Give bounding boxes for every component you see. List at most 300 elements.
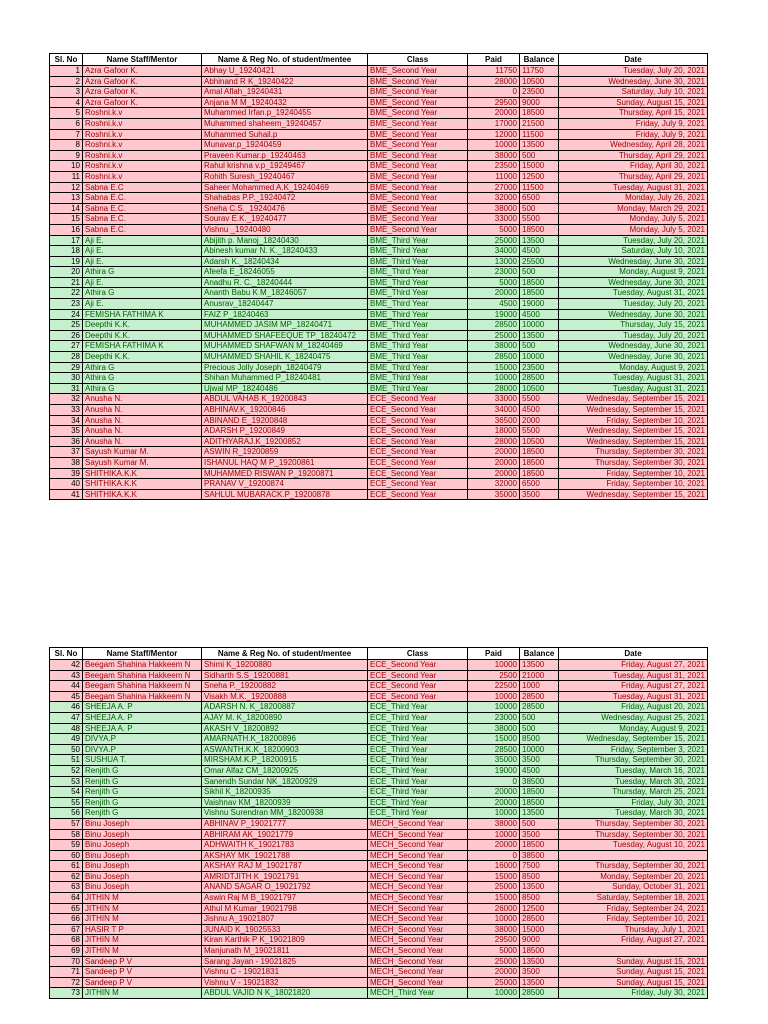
balance-cell: 13500 [520, 977, 559, 988]
date-cell: Thursday, September 30, 2021 [559, 818, 708, 829]
class-cell: MECH_Second Year [368, 956, 468, 967]
mentor-cell: HASIR T P [83, 924, 202, 935]
table-row [50, 723, 708, 734]
class-cell: BME_Second Year [368, 214, 468, 225]
mentor-cell: JITHIN M [83, 893, 202, 904]
student-cell: AKSHAY RAJ M_19021787 [202, 861, 368, 872]
paid-cell: 19000 [468, 309, 520, 320]
header-class: Class [368, 648, 468, 660]
class-cell: ECE_Second Year [368, 415, 468, 426]
balance-cell: 18500 [520, 840, 559, 851]
class-cell: BME_Third Year [368, 299, 468, 310]
sl-no-cell: 58 [50, 829, 83, 840]
mentor-cell: Beegam Shahina Hakkeem N [83, 660, 202, 671]
table-row [50, 182, 708, 193]
mentor-cell: Roshni.k.v [83, 161, 202, 172]
class-cell: MECH_Second Year [368, 914, 468, 925]
student-cell: Adarsh K._18240434 [202, 256, 368, 267]
balance-cell: 21000 [520, 670, 559, 681]
mentor-cell: JITHIN M [83, 903, 202, 914]
header-student: Name & Reg No. of student/mentee [202, 648, 368, 660]
paid-cell: 28500 [468, 320, 520, 331]
mentor-cell: Beegam Shahina Hakkeem N [83, 681, 202, 692]
table-row [50, 394, 708, 405]
sl-no-cell: 31 [50, 383, 83, 394]
student-fee-table-1 [49, 53, 708, 500]
student-cell: Muhammed shaheem_19240457 [202, 118, 368, 129]
paid-cell: 38000 [468, 341, 520, 352]
paid-cell: 18000 [468, 426, 520, 437]
class-cell: BME_Third Year [368, 320, 468, 331]
paid-cell: 10000 [468, 829, 520, 840]
date-cell [559, 946, 708, 957]
sl-no-cell: 28 [50, 352, 83, 363]
sl-no-cell: 15 [50, 214, 83, 225]
paid-cell: 28500 [468, 352, 520, 363]
date-cell: Wednesday, September 15, 2021 [559, 489, 708, 500]
class-cell: ECE_Third Year [368, 744, 468, 755]
balance-cell: 25500 [520, 256, 559, 267]
date-cell: Wednesday, September 15, 2021 [559, 405, 708, 416]
paid-cell: 34000 [468, 405, 520, 416]
sl-no-cell: 56 [50, 808, 83, 819]
mentor-cell: Aji E. [83, 246, 202, 257]
mentor-cell: Roshni.k.v [83, 140, 202, 151]
class-cell: BME_Third Year [368, 362, 468, 373]
balance-cell: 8500 [520, 734, 559, 745]
balance-cell: 8500 [520, 871, 559, 882]
table-body [50, 66, 708, 500]
student-cell: Shihan Muhammed P_18240481 [202, 373, 368, 384]
table-row [50, 436, 708, 447]
balance-cell: 13500 [520, 808, 559, 819]
date-cell: Friday, September 10, 2021 [559, 914, 708, 925]
table-row [50, 479, 708, 490]
date-cell: Sunday, October 31, 2021 [559, 882, 708, 893]
balance-cell: 500 [520, 712, 559, 723]
date-cell: Wednesday, September 15, 2021 [559, 734, 708, 745]
class-cell: BME_Second Year [368, 66, 468, 77]
sl-no-cell: 6 [50, 118, 83, 129]
balance-cell: 5500 [520, 394, 559, 405]
paid-cell: 28000 [468, 383, 520, 394]
paid-cell: 25000 [468, 330, 520, 341]
paid-cell: 4500 [468, 299, 520, 310]
class-cell: BME_Third Year [368, 277, 468, 288]
table-row [50, 776, 708, 787]
mentor-cell: Azra Gafoor K. [83, 97, 202, 108]
balance-cell: 10000 [520, 352, 559, 363]
header-date: Date [559, 54, 708, 66]
student-cell: AJAY M. K_18200890 [202, 712, 368, 723]
date-cell: Sunday, August 15, 2021 [559, 967, 708, 978]
paid-cell: 5000 [468, 946, 520, 957]
sl-no-cell: 3 [50, 87, 83, 98]
sl-no-cell: 10 [50, 161, 83, 172]
paid-cell: 36500 [468, 415, 520, 426]
table-row [50, 235, 708, 246]
balance-cell: 28500 [520, 691, 559, 702]
paid-cell: 38000 [468, 150, 520, 161]
student-cell: FAIZ P_18240463 [202, 309, 368, 320]
date-cell: Tuesday, March 16, 2021 [559, 765, 708, 776]
date-cell: Saturday, July 10, 2021 [559, 87, 708, 98]
balance-cell: 500 [520, 267, 559, 278]
class-cell: MECH_Second Year [368, 871, 468, 882]
student-cell: Vaishnav KM_18200939 [202, 797, 368, 808]
table-row [50, 246, 708, 257]
date-cell: Friday, August 27, 2021 [559, 935, 708, 946]
date-cell: Friday, July 30, 2021 [559, 988, 708, 999]
class-cell: MECH_Second Year [368, 861, 468, 872]
date-cell: Tuesday, March 30, 2021 [559, 776, 708, 787]
table-row [50, 935, 708, 946]
paid-cell: 17000 [468, 118, 520, 129]
table-row [50, 66, 708, 77]
paid-cell: 38000 [468, 723, 520, 734]
paid-cell: 20000 [468, 787, 520, 798]
student-cell: Sarang Jayan - 19021825 [202, 956, 368, 967]
sl-no-cell: 52 [50, 765, 83, 776]
table-row [50, 161, 708, 172]
date-cell: Friday, July 9, 2021 [559, 129, 708, 140]
sl-no-cell: 24 [50, 309, 83, 320]
sl-no-cell: 60 [50, 850, 83, 861]
class-cell: BME_Third Year [368, 352, 468, 363]
balance-cell: 18500 [520, 224, 559, 235]
student-cell: ANAND SAGAR O_19021792 [202, 882, 368, 893]
table-row [50, 914, 708, 925]
class-cell: ECE_Third Year [368, 776, 468, 787]
balance-cell: 18500 [520, 946, 559, 957]
table-row [50, 87, 708, 98]
mentor-cell: DIVYA.P [83, 734, 202, 745]
balance-cell: 6500 [520, 193, 559, 204]
date-cell: Tuesday, July 20, 2021 [559, 235, 708, 246]
sl-no-cell: 55 [50, 797, 83, 808]
table-row [50, 787, 708, 798]
mentor-cell: JITHIN M [83, 988, 202, 999]
mentor-cell: Anusha N. [83, 426, 202, 437]
table-row [50, 373, 708, 384]
sl-no-cell: 71 [50, 967, 83, 978]
mentor-cell: SHEEJA A. P [83, 723, 202, 734]
mentor-cell: Sandeep P V [83, 977, 202, 988]
date-cell: Friday, September 10, 2021 [559, 468, 708, 479]
sl-no-cell: 1 [50, 66, 83, 77]
paid-cell: 22500 [468, 681, 520, 692]
student-cell: PRANAV V_19200874 [202, 479, 368, 490]
paid-cell: 10000 [468, 702, 520, 713]
paid-cell: 15000 [468, 871, 520, 882]
date-cell: Wednesday, June 30, 2021 [559, 256, 708, 267]
class-cell: ECE_Second Year [368, 479, 468, 490]
class-cell: BME_Second Year [368, 182, 468, 193]
class-cell: ECE_Third Year [368, 797, 468, 808]
class-cell: MECH_Second Year [368, 882, 468, 893]
sl-no-cell: 51 [50, 755, 83, 766]
sl-no-cell: 70 [50, 956, 83, 967]
student-cell: ABDUL VAJID N K_18021820 [202, 988, 368, 999]
mentor-cell: Renjith G [83, 797, 202, 808]
class-cell: BME_Second Year [368, 129, 468, 140]
paid-cell: 35000 [468, 755, 520, 766]
table-row [50, 861, 708, 872]
mentor-cell: Athira G [83, 362, 202, 373]
mentor-cell: Anusha N. [83, 415, 202, 426]
mentor-cell: Athira G [83, 373, 202, 384]
sl-no-cell: 54 [50, 787, 83, 798]
class-cell: BME_Second Year [368, 150, 468, 161]
class-cell: BME_Second Year [368, 161, 468, 172]
class-cell: BME_Second Year [368, 108, 468, 119]
table-row [50, 660, 708, 671]
sl-no-cell: 37 [50, 447, 83, 458]
table-row [50, 808, 708, 819]
paid-cell: 15000 [468, 362, 520, 373]
mentor-cell: Renjith G [83, 808, 202, 819]
mentor-cell: Aji E. [83, 256, 202, 267]
class-cell: MECH_Second Year [368, 977, 468, 988]
balance-cell: 8500 [520, 893, 559, 904]
balance-cell: 18500 [520, 457, 559, 468]
sl-no-cell: 17 [50, 235, 83, 246]
date-cell: Wednesday, April 28, 2021 [559, 140, 708, 151]
paid-cell: 10000 [468, 914, 520, 925]
student-fee-table-2 [49, 647, 708, 999]
balance-cell: 13500 [520, 956, 559, 967]
class-cell: ECE_Third Year [368, 734, 468, 745]
date-cell: Monday, September 20, 2021 [559, 871, 708, 882]
date-cell: Saturday, September 18, 2021 [559, 893, 708, 904]
class-cell: MECH_Second Year [368, 967, 468, 978]
paid-cell: 19000 [468, 765, 520, 776]
mentor-cell: JITHIN M [83, 946, 202, 957]
student-cell: ISHANUL HAQ M P_19200861 [202, 457, 368, 468]
class-cell: ECE_Third Year [368, 702, 468, 713]
mentor-cell: Deepthi K.K. [83, 320, 202, 331]
paid-cell: 25000 [468, 235, 520, 246]
balance-cell: 12500 [520, 903, 559, 914]
student-cell: Rahul krishna v.p_19249467 [202, 161, 368, 172]
date-cell: Sunday, August 15, 2021 [559, 977, 708, 988]
table-row [50, 882, 708, 893]
mentor-cell: SHEEJA A. P [83, 702, 202, 713]
balance-cell: 3500 [520, 489, 559, 500]
student-cell: Muhammed Irfan.p_19240455 [202, 108, 368, 119]
balance-cell: 18500 [520, 787, 559, 798]
paid-cell: 25000 [468, 882, 520, 893]
class-cell: ECE_Second Year [368, 447, 468, 458]
paid-cell: 0 [468, 776, 520, 787]
student-cell: AKSHAY MK_19021788 [202, 850, 368, 861]
date-cell: Thursday, April 29, 2021 [559, 150, 708, 161]
sl-no-cell: 11 [50, 171, 83, 182]
header-date: Date [559, 648, 708, 660]
sl-no-cell: 66 [50, 914, 83, 925]
class-cell: ECE_Second Year [368, 457, 468, 468]
class-cell: MECH_Second Year [368, 935, 468, 946]
balance-cell: 18500 [520, 277, 559, 288]
sl-no-cell: 26 [50, 330, 83, 341]
student-cell: Abinesh kumar N. K._18240433 [202, 246, 368, 257]
student-cell: Ujwal MP_18240486 [202, 383, 368, 394]
balance-cell: 500 [520, 723, 559, 734]
balance-cell: 10500 [520, 383, 559, 394]
student-cell: MUHAMMED SHAFEEQUE TP_18240472 [202, 330, 368, 341]
table-row [50, 457, 708, 468]
paid-cell: 10000 [468, 808, 520, 819]
header-paid: Paid [468, 54, 520, 66]
sl-no-cell: 73 [50, 988, 83, 999]
date-cell: Monday, July 5, 2021 [559, 224, 708, 235]
date-cell: Tuesday, July 20, 2021 [559, 66, 708, 77]
sl-no-cell: 48 [50, 723, 83, 734]
student-cell: Kiran Karthik P K_19021809 [202, 935, 368, 946]
date-cell: Friday, August 27, 2021 [559, 681, 708, 692]
header-row [50, 648, 708, 660]
student-cell: MUHAMMED JASIM MP_18240471 [202, 320, 368, 331]
class-cell: ECE_Second Year [368, 489, 468, 500]
sl-no-cell: 4 [50, 97, 83, 108]
table-row [50, 670, 708, 681]
table-row [50, 691, 708, 702]
balance-cell: 28500 [520, 702, 559, 713]
student-cell: Precious Jolly Joseph_18240479 [202, 362, 368, 373]
paid-cell: 20000 [468, 457, 520, 468]
mentor-cell: Renjith G [83, 787, 202, 798]
paid-cell: 10000 [468, 691, 520, 702]
student-cell: SAHLUL MUBARACK.P_19200878 [202, 489, 368, 500]
class-cell: BME_Second Year [368, 140, 468, 151]
class-cell: BME_Third Year [368, 256, 468, 267]
balance-cell: 18500 [520, 447, 559, 458]
table-row [50, 267, 708, 278]
class-cell: MECH_Second Year [368, 893, 468, 904]
date-cell: Thursday, September 30, 2021 [559, 755, 708, 766]
mentor-cell: Sabna E.C. [83, 214, 202, 225]
date-cell: Sunday, August 15, 2021 [559, 97, 708, 108]
balance-cell: 13500 [520, 140, 559, 151]
class-cell: BME_Second Year [368, 118, 468, 129]
student-cell: MUHAMMED SHAHIL K_18240475 [202, 352, 368, 363]
student-cell: ABHIRAM AK_19021779 [202, 829, 368, 840]
mentor-cell: Binu Joseph [83, 861, 202, 872]
date-cell: Thursday, September 30, 2021 [559, 457, 708, 468]
balance-cell: 23500 [520, 362, 559, 373]
paid-cell: 13000 [468, 256, 520, 267]
date-cell: Wednesday, June 30, 2021 [559, 76, 708, 87]
class-cell: BME_Third Year [368, 288, 468, 299]
balance-cell: 18500 [520, 108, 559, 119]
balance-cell: 500 [520, 341, 559, 352]
header-class: Class [368, 54, 468, 66]
class-cell: BME_Third Year [368, 373, 468, 384]
balance-cell: 3500 [520, 829, 559, 840]
student-cell: MIRSHAM.K.P_18200915 [202, 755, 368, 766]
student-cell: AKASH V_18200892 [202, 723, 368, 734]
table-row [50, 224, 708, 235]
student-cell: ASWANTH.K.K_18200903 [202, 744, 368, 755]
table-row [50, 956, 708, 967]
class-cell: BME_Third Year [368, 309, 468, 320]
table-row [50, 76, 708, 87]
paid-cell: 15000 [468, 734, 520, 745]
mentor-cell: Binu Joseph [83, 850, 202, 861]
paid-cell: 28000 [468, 76, 520, 87]
balance-cell: 28500 [520, 373, 559, 384]
class-cell: BME_Third Year [368, 235, 468, 246]
mentor-cell: JITHIN M [83, 935, 202, 946]
mentor-cell: SHITHIKA.K.K [83, 468, 202, 479]
date-cell: Wednesday, June 30, 2021 [559, 277, 708, 288]
table-row [50, 97, 708, 108]
paid-cell: 20000 [468, 447, 520, 458]
balance-cell: 1000 [520, 681, 559, 692]
balance-cell: 18500 [520, 288, 559, 299]
mentor-cell: Sabna E.C. [83, 224, 202, 235]
student-cell: ADARSH P_19200849 [202, 426, 368, 437]
balance-cell: 4500 [520, 246, 559, 257]
sl-no-cell: 22 [50, 288, 83, 299]
class-cell: ECE_Second Year [368, 394, 468, 405]
class-cell: BME_Second Year [368, 171, 468, 182]
table-row [50, 702, 708, 713]
sl-no-cell: 68 [50, 935, 83, 946]
paid-cell: 34000 [468, 246, 520, 257]
sl-no-cell: 25 [50, 320, 83, 331]
mentor-cell: Roshni.k.v [83, 108, 202, 119]
date-cell: Wednesday, August 25, 2021 [559, 712, 708, 723]
balance-cell: 38500 [520, 850, 559, 861]
balance-cell: 9000 [520, 97, 559, 108]
mentor-cell: Roshni.k.v [83, 171, 202, 182]
mentor-cell: SUSHUA T. [83, 755, 202, 766]
date-cell: Sunday, August 15, 2021 [559, 956, 708, 967]
paid-cell: 20000 [468, 840, 520, 851]
balance-cell: 18500 [520, 797, 559, 808]
sl-no-cell: 47 [50, 712, 83, 723]
class-cell: ECE_Second Year [368, 670, 468, 681]
paid-cell: 32000 [468, 479, 520, 490]
table-row [50, 468, 708, 479]
class-cell: BME_Second Year [368, 203, 468, 214]
sl-no-cell: 65 [50, 903, 83, 914]
mentor-cell: Renjith G [83, 776, 202, 787]
balance-cell: 15000 [520, 161, 559, 172]
mentor-cell: Sandeep P V [83, 956, 202, 967]
student-cell: AMARNATH.K_18200896 [202, 734, 368, 745]
header-sl-no: Sl. No [50, 54, 83, 66]
paid-cell: 35000 [468, 489, 520, 500]
date-cell: Thursday, July 15, 2021 [559, 320, 708, 331]
sl-no-cell: 49 [50, 734, 83, 745]
sl-no-cell: 69 [50, 946, 83, 957]
balance-cell: 11750 [520, 66, 559, 77]
balance-cell: 3500 [520, 967, 559, 978]
table-row [50, 309, 708, 320]
class-cell: MECH_Third Year [368, 988, 468, 999]
date-cell: Wednesday, June 30, 2021 [559, 309, 708, 320]
mentor-cell: Aji E. [83, 277, 202, 288]
student-cell: ABDUL VAHAB K_19200843 [202, 394, 368, 405]
balance-cell: 28500 [520, 988, 559, 999]
table-row [50, 734, 708, 745]
class-cell: ECE_Second Year [368, 426, 468, 437]
date-cell: Tuesday, August 31, 2021 [559, 383, 708, 394]
date-cell: Thursday, September 30, 2021 [559, 829, 708, 840]
paid-cell: 27000 [468, 182, 520, 193]
